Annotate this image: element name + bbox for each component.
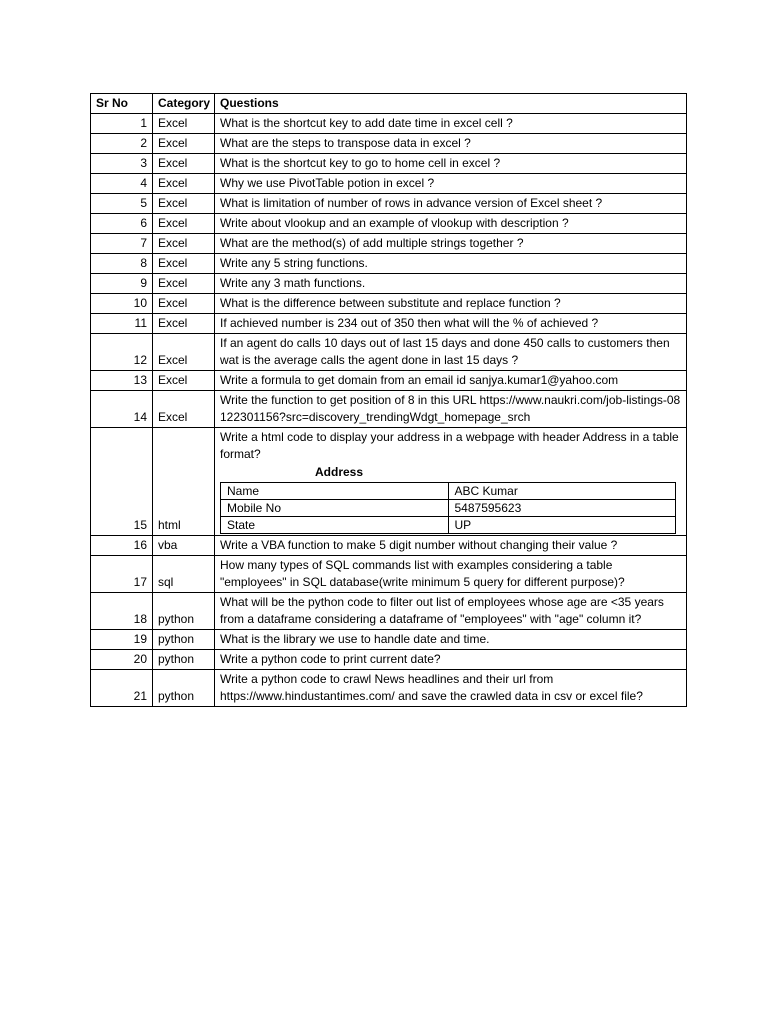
table-row [91,254,687,274]
address-table [220,482,676,534]
table-row [91,234,687,254]
table-row [91,214,687,234]
address-label: State [221,517,449,534]
sr-no-cell: 3 [91,154,153,174]
address-label: Mobile No [221,500,449,517]
address-value: ABC Kumar [448,483,676,500]
category-cell: python [153,630,215,650]
question-cell: Why we use PivotTable potion in excel ? [215,174,687,194]
category-cell: Excel [153,134,215,154]
header-row [91,94,687,114]
category-cell: python [153,650,215,670]
address-value: UP [448,517,676,534]
sr-no-cell: 12 [91,334,153,371]
table-row [91,294,687,314]
table-row [91,314,687,334]
sr-no-cell: 11 [91,314,153,334]
question-cell: If achieved number is 234 out of 350 then what will the % of achieved ? [215,314,687,334]
sr-no-cell: 8 [91,254,153,274]
question-cell: Write the function to get position of 8 in this URL https://www.naukri.com/job-listings-08122301156?src=discovery_trendingWdgt_homepage_srch [215,391,687,428]
question-cell: If an agent do calls 10 days out of last 15 days and done 450 calls to customers then wat is the average calls the agent done in last 15 days ? [215,334,687,371]
table-row [91,428,687,536]
table-row [91,174,687,194]
category-cell: Excel [153,334,215,371]
category-cell: Excel [153,314,215,334]
table-row [91,391,687,428]
category-cell: vba [153,536,215,556]
table-row [91,134,687,154]
sr-no-cell: 21 [91,670,153,707]
table-row [91,593,687,630]
table-row [91,650,687,670]
sr-no-cell: 20 [91,650,153,670]
question-cell: What is the shortcut key to go to home cell in excel ? [215,154,687,174]
sr-no-cell: 16 [91,536,153,556]
question-cell: Write a python code to crawl News headlines and their url from https://www.hindustantimes.com/ and save the crawled data in csv or excel file? [215,670,687,707]
address-row [221,483,676,500]
table-row [91,334,687,371]
category-cell: Excel [153,114,215,134]
sr-no-cell: 4 [91,174,153,194]
table-row [91,630,687,650]
table-row [91,274,687,294]
question-cell: What is the difference between substitute and replace function ? [215,294,687,314]
table-row [91,154,687,174]
table-row [91,670,687,707]
category-cell: python [153,670,215,707]
question-cell: How many types of SQL commands list with examples considering a table "employees" in SQL database(write minimum 5 query for different purpose)? [215,556,687,593]
address-table-title: Address [315,465,364,479]
sr-no-cell: 9 [91,274,153,294]
sr-no-cell: 6 [91,214,153,234]
category-cell: python [153,593,215,630]
question-cell: Write a python code to print current date? [215,650,687,670]
question-sheet [90,93,686,707]
question-cell: What are the method(s) of add multiple strings together ? [215,234,687,254]
question-cell: What are the steps to transpose data in excel ? [215,134,687,154]
question-cell: Write any 5 string functions. [215,254,687,274]
sr-no-cell: 14 [91,391,153,428]
question-cell: What is limitation of number of rows in advance version of Excel sheet ? [215,194,687,214]
question-cell: Write any 3 math functions. [215,274,687,294]
address-row [221,517,676,534]
category-cell: Excel [153,154,215,174]
category-cell: Excel [153,194,215,214]
address-row [221,500,676,517]
question-text: Write a html code to display your address in a webpage with header Address in a table format? [220,430,679,461]
sr-no-cell: 2 [91,134,153,154]
sr-no-cell: 19 [91,630,153,650]
header-questions: Questions [215,94,687,114]
question-cell: What will be the python code to filter out list of employees whose age are <35 years from a dataframe considering a dataframe of "employees" with "age" column it? [215,593,687,630]
category-cell: Excel [153,294,215,314]
sr-no-cell: 7 [91,234,153,254]
question-cell: Write a VBA function to make 5 digit number without changing their value ? [215,536,687,556]
category-cell: Excel [153,214,215,234]
category-cell: html [153,428,215,536]
sr-no-cell: 15 [91,428,153,536]
header-category: Category [153,94,215,114]
question-cell: What is the library we use to handle date and time. [215,630,687,650]
sr-no-cell: 17 [91,556,153,593]
sr-no-cell: 13 [91,371,153,391]
table-row [91,371,687,391]
table-row [91,536,687,556]
header-sr-no: Sr No [91,94,153,114]
sr-no-cell: 10 [91,294,153,314]
table-row [91,114,687,134]
category-cell: Excel [153,174,215,194]
category-cell: Excel [153,274,215,294]
table-row [91,556,687,593]
sr-no-cell: 1 [91,114,153,134]
question-cell: Write about vlookup and an example of vlookup with description ? [215,214,687,234]
question-cell [215,428,687,536]
question-cell: What is the shortcut key to add date time in excel cell ? [215,114,687,134]
table-row [91,194,687,214]
questions-table [90,93,687,707]
category-cell: Excel [153,234,215,254]
address-value: 5487595623 [448,500,676,517]
sr-no-cell: 18 [91,593,153,630]
category-cell: Excel [153,391,215,428]
question-cell: Write a formula to get domain from an email id sanjya.kumar1@yahoo.com [215,371,687,391]
category-cell: sql [153,556,215,593]
sr-no-cell: 5 [91,194,153,214]
category-cell: Excel [153,371,215,391]
category-cell: Excel [153,254,215,274]
address-label: Name [221,483,449,500]
